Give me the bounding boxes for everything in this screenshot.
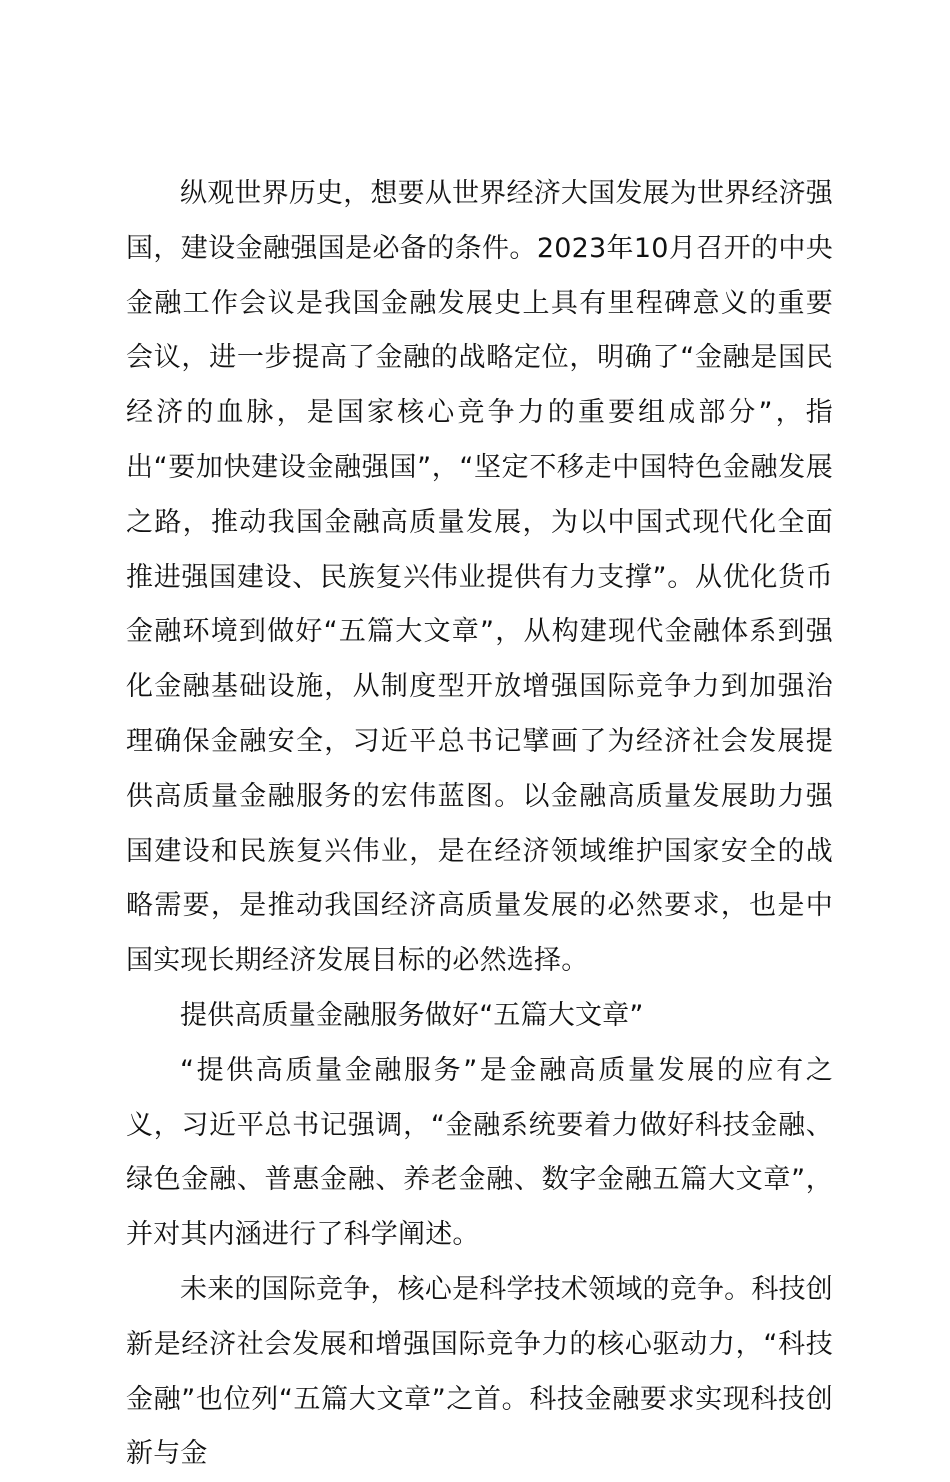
document-body xyxy=(126,167,833,1482)
section-heading: 提供高质量金融服务做好“五篇大文章” xyxy=(180,999,644,1031)
paragraph-tech-finance: 未来的国际竞争，核心是科学技术领域的竞争。科技创新是经济社会发展和增强国际竞争力的核心驱动力，“科技金融”也位列“五篇大文章”之首。科技金融要求实现科技创新与金 xyxy=(126,1273,833,1470)
paragraph-quality-services: “提供高质量金融服务”是金融高质量发展的应有之义，习近平总书记强调，“金融系统要着力做好科技金融、绿色金融、普惠金融、养老金融、数字金融五篇大文章”，并对其内涵进行了科学阐述。 xyxy=(126,1054,833,1251)
paragraph-intro: 纵观世界历史，想要从世界经济大国发展为世界经济强国，建设金融强国是必备的条件。2023年10月召开的中央金融工作会议是我国金融发展史上具有里程碑意义的重要会议，进一步提高了金融的战略定位，明确了“金融是国民经济的血脉，是国家核心竞争力的重要组成部分”，指出“要加快建设金融强国”，“坚定不移走中国特色金融发展之路，推动我国金融高质量发展，为以中国式现代化全面推进强国建设、民族复兴伟业提供有力支撑”。从优化货币金融环境到做好“五篇大文章”，从构建现代金融体系到强化金融基础设施，从制度型开放增强国际竞争力到加强治理确保金融安全，习近平总书记擘画了为经济社会发展提供高质量金融服务的宏伟蓝图。以金融高质量发展助力强国建设和民族复兴伟业，是在经济领域维护国家安全的战略需要，是推动我国经济高质量发展的必然要求，也是中国实现长期经济发展目标的必然选择。 xyxy=(126,178,833,977)
